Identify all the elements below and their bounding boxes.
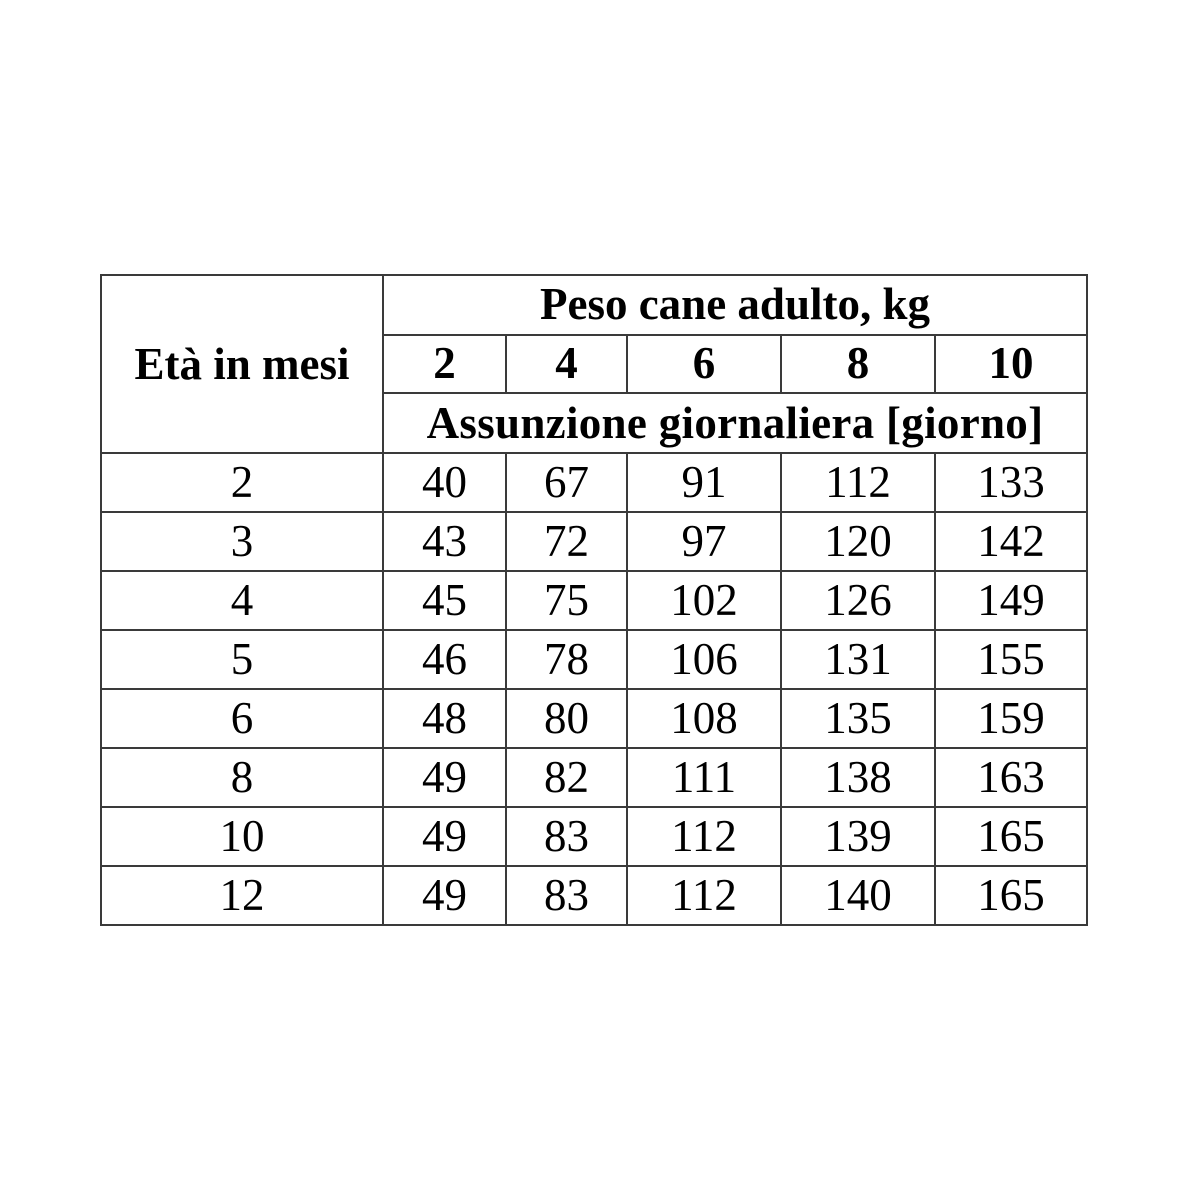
value-cell: 72 [506,512,627,571]
value-cell: 112 [627,807,781,866]
value-cell: 106 [627,630,781,689]
value-cell: 97 [627,512,781,571]
value-cell: 67 [506,453,627,512]
value-cell: 159 [935,689,1087,748]
age-cell: 10 [101,807,383,866]
value-cell: 112 [781,453,935,512]
value-cell: 131 [781,630,935,689]
value-cell: 135 [781,689,935,748]
value-cell: 48 [383,689,506,748]
value-cell: 83 [506,866,627,925]
value-cell: 142 [935,512,1087,571]
value-cell: 126 [781,571,935,630]
value-cell: 111 [627,748,781,807]
table-row [101,512,1087,571]
feeding-table [100,274,1088,926]
value-cell: 40 [383,453,506,512]
value-cell: 155 [935,630,1087,689]
age-cell: 3 [101,512,383,571]
value-cell: 78 [506,630,627,689]
age-cell: 4 [101,571,383,630]
value-cell: 91 [627,453,781,512]
value-cell: 102 [627,571,781,630]
table-row [101,571,1087,630]
age-cell: 12 [101,866,383,925]
value-cell: 82 [506,748,627,807]
table-row [101,689,1087,748]
intake-group-header: Assunzione giornaliera [giorno] [383,393,1087,453]
value-cell: 80 [506,689,627,748]
table-row [101,630,1087,689]
weight-header-10: 10 [935,335,1087,394]
weight-header-2: 2 [383,335,506,394]
table-row [101,748,1087,807]
table-row [101,807,1087,866]
value-cell: 149 [935,571,1087,630]
value-cell: 49 [383,748,506,807]
value-cell: 49 [383,866,506,925]
table-row [101,866,1087,925]
value-cell: 108 [627,689,781,748]
age-cell: 8 [101,748,383,807]
weight-header-6: 6 [627,335,781,394]
value-cell: 45 [383,571,506,630]
age-cell: 6 [101,689,383,748]
weight-header-4: 4 [506,335,627,394]
age-column-header: Età in mesi [101,275,383,453]
value-cell: 139 [781,807,935,866]
value-cell: 120 [781,512,935,571]
value-cell: 112 [627,866,781,925]
value-cell: 140 [781,866,935,925]
table-row [101,453,1087,512]
value-cell: 75 [506,571,627,630]
value-cell: 163 [935,748,1087,807]
value-cell: 133 [935,453,1087,512]
value-cell: 83 [506,807,627,866]
value-cell: 46 [383,630,506,689]
age-cell: 2 [101,453,383,512]
value-cell: 165 [935,807,1087,866]
weight-header-8: 8 [781,335,935,394]
age-cell: 5 [101,630,383,689]
value-cell: 43 [383,512,506,571]
value-cell: 165 [935,866,1087,925]
weight-group-header: Peso cane adulto, kg [383,275,1087,335]
value-cell: 138 [781,748,935,807]
value-cell: 49 [383,807,506,866]
